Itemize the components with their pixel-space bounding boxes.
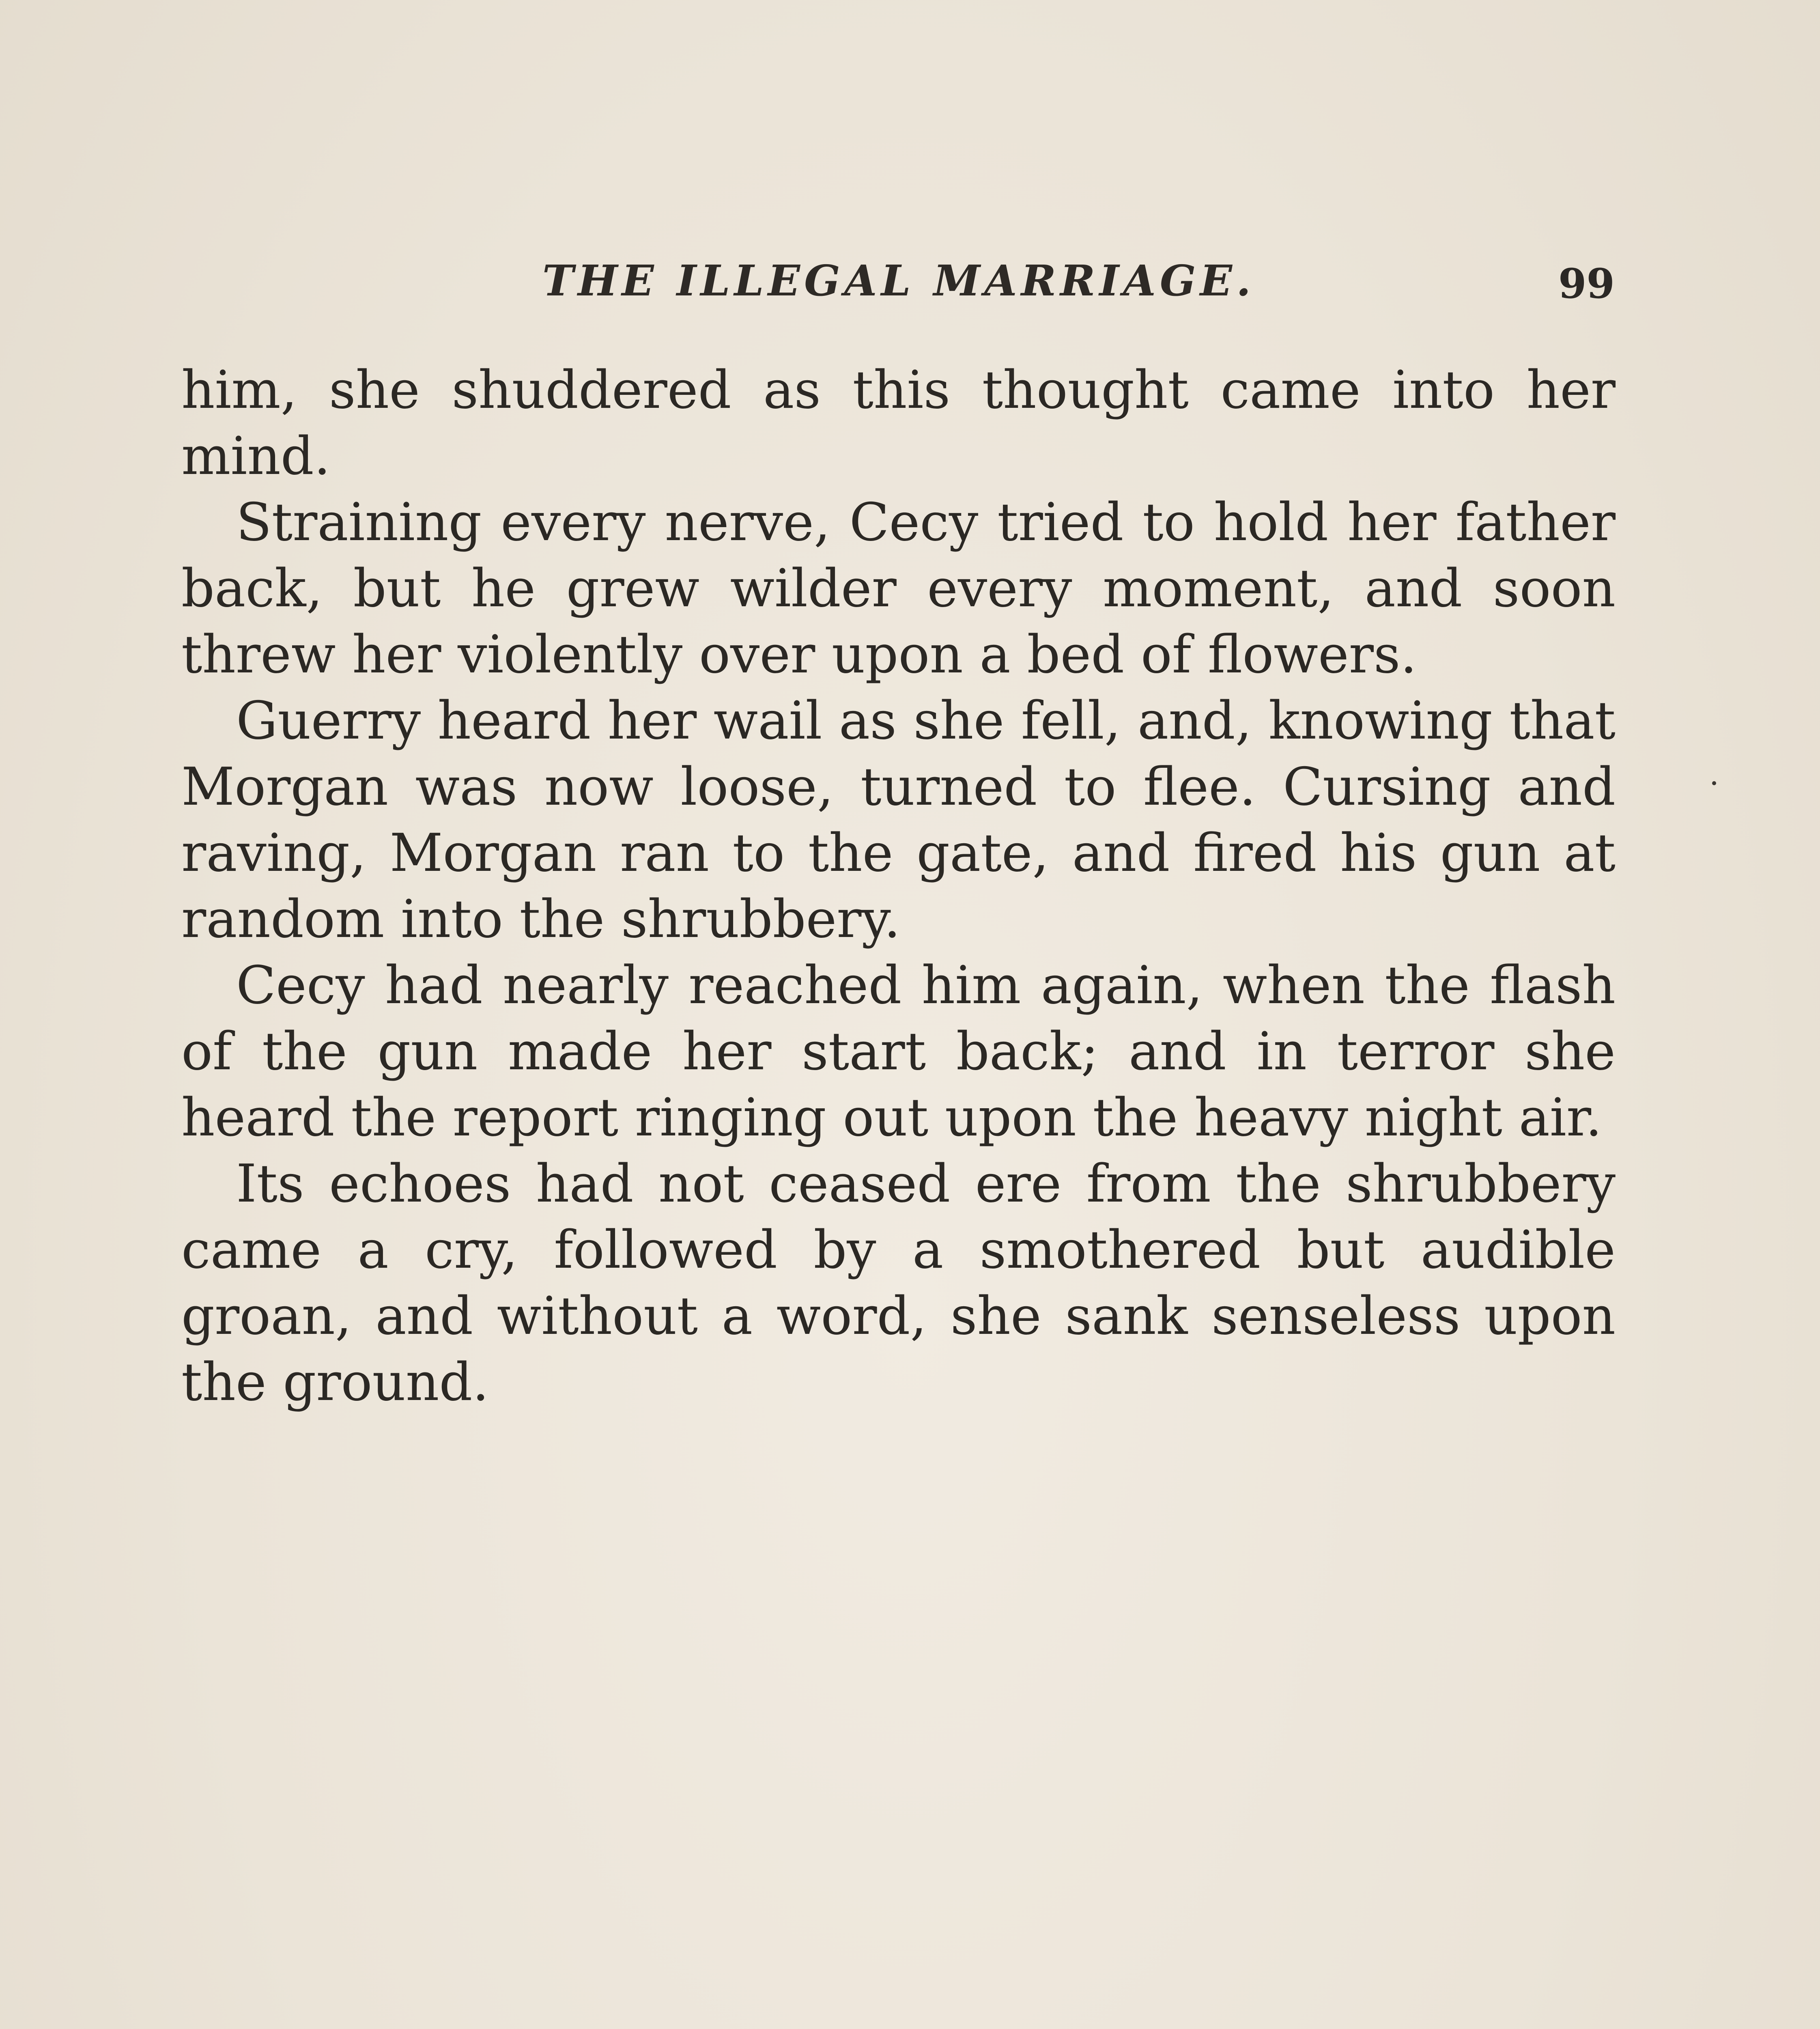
paragraph-2: Straining every nerve, Cecy tried to hold her father back, but he grew wilder every moment, and soon threw her violently over upon a bed of flowers. [181, 492, 1616, 685]
paper-speck [1712, 781, 1716, 785]
running-head [183, 248, 1615, 321]
paragraph-1: him, she shuddered as this thought came into her mind. [181, 360, 1616, 487]
running-title: THE ILLEGAL MARRIAGE. [542, 256, 1255, 306]
page-number: 99 [1558, 260, 1615, 308]
paragraph-5: Its echoes had not ceased ere from the shrubbery came a cry, followed by a smothered but audible groan, and without a word, she sank senseless upon the ground. [181, 1154, 1616, 1413]
paragraph-3: Guerry heard her wail as she fell, and, knowing that Morgan was now loose, turned to flee. Cursing and raving, Morgan ran to the gate, and fired his gun at random into the shrubbery. [181, 691, 1616, 950]
body-text [181, 357, 1616, 1415]
paragraph-4: Cecy had nearly reached him again, when the flash of the gun made her start back; and in terror she heard the report ringing out upon the heavy night air. [181, 955, 1616, 1148]
